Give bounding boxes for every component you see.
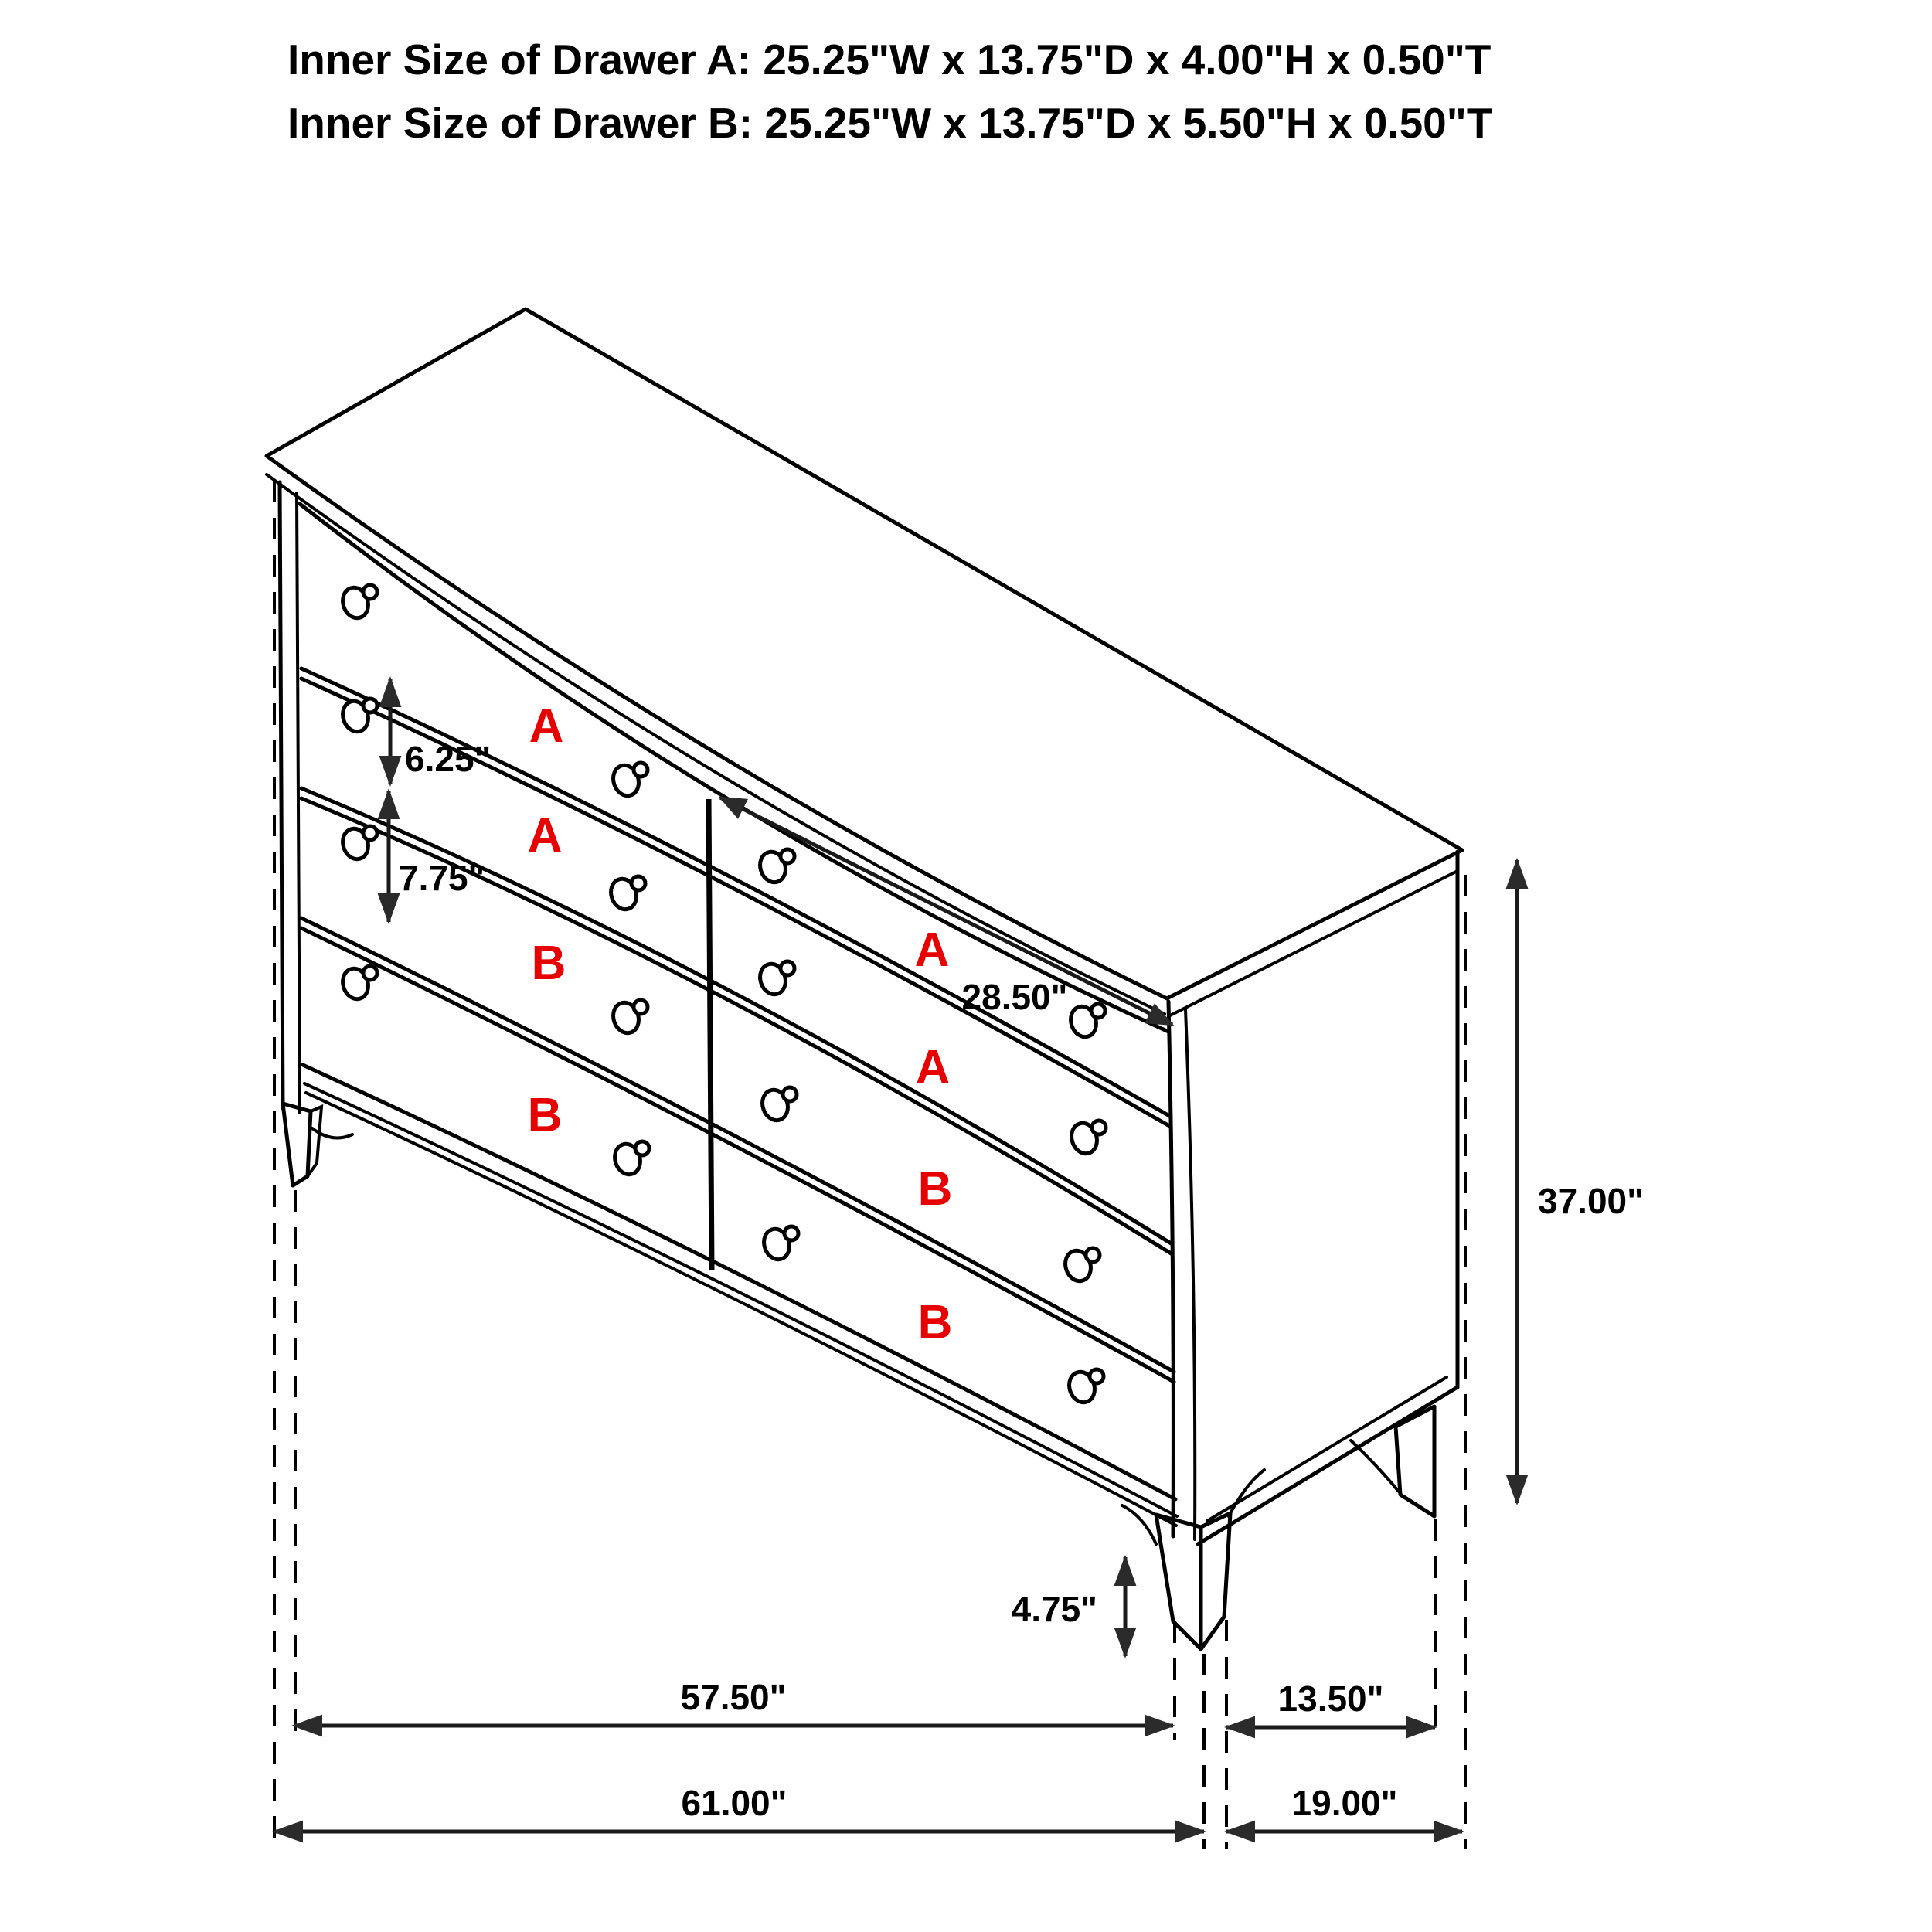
drawer-label: B <box>917 1296 953 1349</box>
dimension-annotations <box>274 679 1644 1842</box>
dim-label-13-50: 13.50" <box>1277 1679 1384 1719</box>
drawer-knob-icon <box>339 825 377 862</box>
title-line-1: Inner Size of Drawer A: 25.25"W x 13.75"D x 4.00"H x 0.50"T <box>287 36 1492 83</box>
drawer-label: B <box>531 937 566 990</box>
drawer-label: A <box>914 923 950 977</box>
dresser-legs <box>283 1104 1434 1649</box>
drawer-label: B <box>917 1162 953 1216</box>
drawer-knob-icon <box>610 999 648 1036</box>
drawer-label: A <box>527 809 563 862</box>
dim-label-7-75: 7.75" <box>399 858 485 898</box>
drawer-label: A <box>529 699 564 753</box>
dim-case-width <box>294 1677 1173 1736</box>
dim-overall-height <box>1507 860 1644 1503</box>
dim-overall-depth <box>1226 1783 1462 1842</box>
dim-leg-height <box>1012 1557 1135 1656</box>
dim-label-37-00: 37.00" <box>1538 1181 1644 1221</box>
drawer-knob-icon <box>1067 1003 1105 1040</box>
dresser-top-face <box>267 309 1462 1015</box>
drawer-knob-icon <box>1062 1247 1100 1284</box>
drawer-knob-icon <box>607 876 645 913</box>
drawer-knob-icon <box>1068 1120 1106 1157</box>
dresser-right-side <box>1198 852 1458 1544</box>
dim-label-61-00: 61.00" <box>681 1783 787 1823</box>
drawer-letter-labels <box>528 699 953 1349</box>
dim-side-leg-span <box>1226 1679 1435 1737</box>
dim-label-28-50: 28.50" <box>961 977 1068 1017</box>
extension-lines <box>274 481 1465 1849</box>
drawer-knob-icon <box>339 965 377 1002</box>
drawer-knob-icon <box>757 849 794 886</box>
drawer-knob-icon <box>610 762 648 799</box>
title-line-2: Inner Size of Drawer B: 25.25"W x 13.75"D x 5.50"H x 0.50"T <box>287 99 1493 147</box>
drawer-label: B <box>527 1089 563 1142</box>
dim-overall-width <box>274 1783 1204 1842</box>
dim-label-57-50: 57.50" <box>680 1677 787 1717</box>
drawer-knob-icon <box>339 698 377 735</box>
drawer-knob-icon <box>760 1226 798 1263</box>
drawer-knob-icon <box>757 961 794 998</box>
drawer-gap-lines <box>301 668 1177 1526</box>
drawer-label: A <box>915 1041 951 1094</box>
dim-label-19-00: 19.00" <box>1291 1783 1398 1823</box>
drawer-knob-icon <box>611 1141 649 1178</box>
dim-label-4-75: 4.75" <box>1011 1589 1097 1629</box>
drawer-knob-icon <box>759 1087 797 1124</box>
dim-label-6-25: 6.25" <box>405 739 492 779</box>
drawer-knob-icon <box>339 584 377 621</box>
drawer-knob-icon <box>1066 1369 1104 1406</box>
